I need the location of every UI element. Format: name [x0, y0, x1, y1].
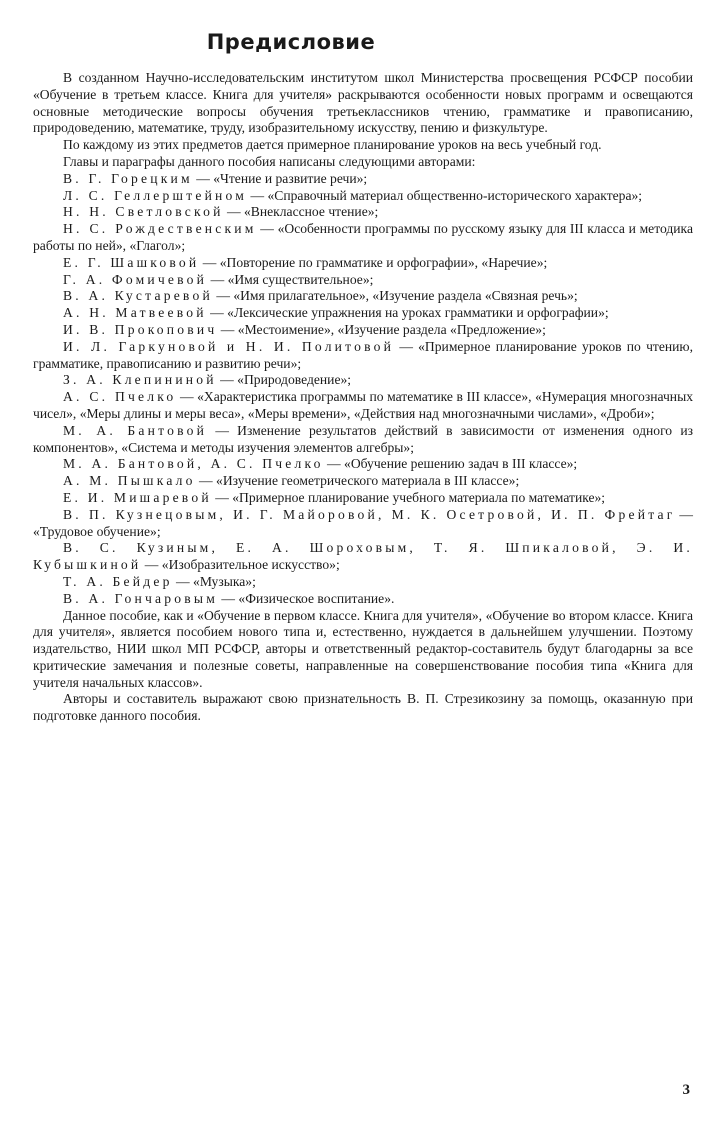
author-works: — «Чтение и развитие речи»;	[192, 170, 368, 186]
author-entry	[33, 339, 693, 373]
author-works: — «Природоведение»;	[216, 372, 352, 388]
author-works: — «Лексические упражнения на уроках грамматики и орфографии»;	[206, 305, 609, 321]
author-works: — «Физическое воспитание».	[218, 590, 395, 606]
author-names: В. Г. Горецким	[63, 170, 193, 186]
author-names: И. Л. Гаркуновой и Н. И. Политовой	[63, 338, 395, 354]
page-title: Предисловие	[206, 30, 376, 54]
authors-intro: Главы и параграфы данного пособия написаны следующими авторами:	[63, 153, 476, 169]
author-names: Г. А. Фомичевой	[63, 271, 208, 287]
author-names: В. С. Кузиным, Е. А. Шороховым, Т. Я. Шпикаловой, Э. И. Кубышкиной	[33, 540, 693, 573]
author-entry	[33, 221, 693, 255]
author-works: — «Обучение решению задач в III классе»;	[323, 456, 578, 472]
author-names: М. А. Бантовой, А. С. Пчелко	[63, 456, 324, 472]
author-names: Е. Г. Шашковой	[63, 254, 200, 270]
author-entry	[33, 540, 693, 574]
author-entry	[33, 389, 693, 423]
author-entry	[33, 322, 693, 339]
author-entry	[33, 188, 693, 205]
closing-paragraph: Данное пособие, как и «Обучение в первом классе. Книга для учителя», «Обучение во втором классе. Книга для учителя», является пособием нового типа и, естественно, нуждается в дальнейшем улучшении. Поэтому издательство, НИИ школ МП РСФСР, авторы и ответственный редактор-составитель будут благодарны за все критические замечания и полезные советы, направленные на совершенствование пособия типа «Книга для учителя начальных классов».	[33, 607, 693, 690]
author-names: Н. С. Рождественским	[63, 221, 257, 237]
author-names: З. А. Клепининой	[63, 372, 217, 388]
author-works: — «Примерное планирование учебного материала по математике»;	[211, 489, 606, 505]
acknowledgement-paragraph: Авторы и составитель выражают свою признательность В. П. Стрезикозину за помощь, оказанную при подготовке данного пособия.	[33, 691, 693, 724]
author-entry	[33, 473, 693, 490]
author-names: В. А. Кустаревой	[63, 288, 213, 304]
author-works: — «Местоимение», «Изучение раздела «Предложение»;	[217, 321, 546, 337]
author-entry	[33, 171, 693, 188]
author-entry	[33, 591, 693, 608]
author-works: — Изменение результатов действий в зависимости от изменения одного из компонентов», «Система и методы изучения элементов алгебры»;	[33, 422, 693, 455]
author-names: А. С. Пчелко	[63, 389, 177, 405]
author-works: — «Повторение по грамматике и орфографии», «Наречие»;	[199, 254, 548, 270]
planning-paragraph: По каждому из этих предметов дается примерное планирование уроков на весь учебный год.	[63, 137, 602, 153]
author-entry	[33, 204, 693, 221]
author-names: А. Н. Матвеевой	[63, 305, 207, 321]
author-works: — «Изучение геометрического материала в III классе»;	[195, 473, 520, 489]
preface-body	[33, 70, 693, 725]
author-works: — «Изобразительное искусство»;	[141, 557, 340, 573]
author-names: Л. С. Геллерштейном	[63, 187, 248, 203]
intro-paragraph: В созданном Научно-исследовательским институтом школ Министерства просвещения РСФСР пособии «Обучение в третьем классе. Книга для учителя» раскрываются особенности новых программ и освещаются основные методические вопросы обучения третьеклассников чтению, грамматике и правописанию, природоведению, математике, труду, изобразительному искусству, пению и физкультуре.	[33, 70, 693, 136]
author-entry	[33, 288, 693, 305]
author-works: — «Музыка»;	[172, 573, 256, 589]
author-entry	[33, 305, 693, 322]
author-entry	[33, 272, 693, 289]
author-works: — «Особенности программы по русскому языку для III класса и методика работы по ней», «Глагол»;	[33, 221, 693, 253]
author-names: В. А. Гончаровым	[63, 590, 219, 606]
author-entry	[33, 507, 693, 541]
author-entry	[33, 456, 693, 473]
author-works: — «Справочный материал общественно-исторического характера»;	[247, 187, 643, 203]
author-names: М. А. Бантовой	[63, 422, 208, 438]
author-names: Т. А. Бейдер	[63, 573, 173, 589]
page-number: 3	[682, 1082, 690, 1098]
author-names: И. В. Прокопович	[63, 321, 218, 337]
author-entry	[33, 255, 693, 272]
author-names: Н. Н. Светловской	[63, 204, 224, 220]
author-entry	[33, 574, 693, 591]
author-entry	[33, 372, 693, 389]
author-works: — «Имя прилагательное», «Изучение раздела «Связная речь»;	[212, 288, 578, 304]
author-works: — «Имя существительное»;	[207, 271, 374, 287]
author-entry	[33, 423, 693, 457]
author-works: — «Внеклассное чтение»;	[223, 204, 379, 220]
author-entry	[33, 490, 693, 507]
author-names: В. П. Кузнецовым, И. Г. Майоровой, М. К. Осетровой, И. П. Фрейтаг	[63, 506, 676, 522]
author-names: Е. И. Мишаревой	[63, 489, 212, 505]
author-works: — «Примерное планирование уроков по чтению, грамматике, правописанию и развитию речи»;	[33, 338, 693, 371]
author-names: А. М. Пышкало	[63, 473, 196, 489]
author-works: — «Трудовое обучение»;	[33, 506, 693, 539]
author-works: — «Характеристика программы по математике в III классе», «Нумерация многозначных чисел», «Меры длины и меры веса», «Меры времени», «Действия над многозначными числами», «Дроби»;	[33, 389, 694, 421]
